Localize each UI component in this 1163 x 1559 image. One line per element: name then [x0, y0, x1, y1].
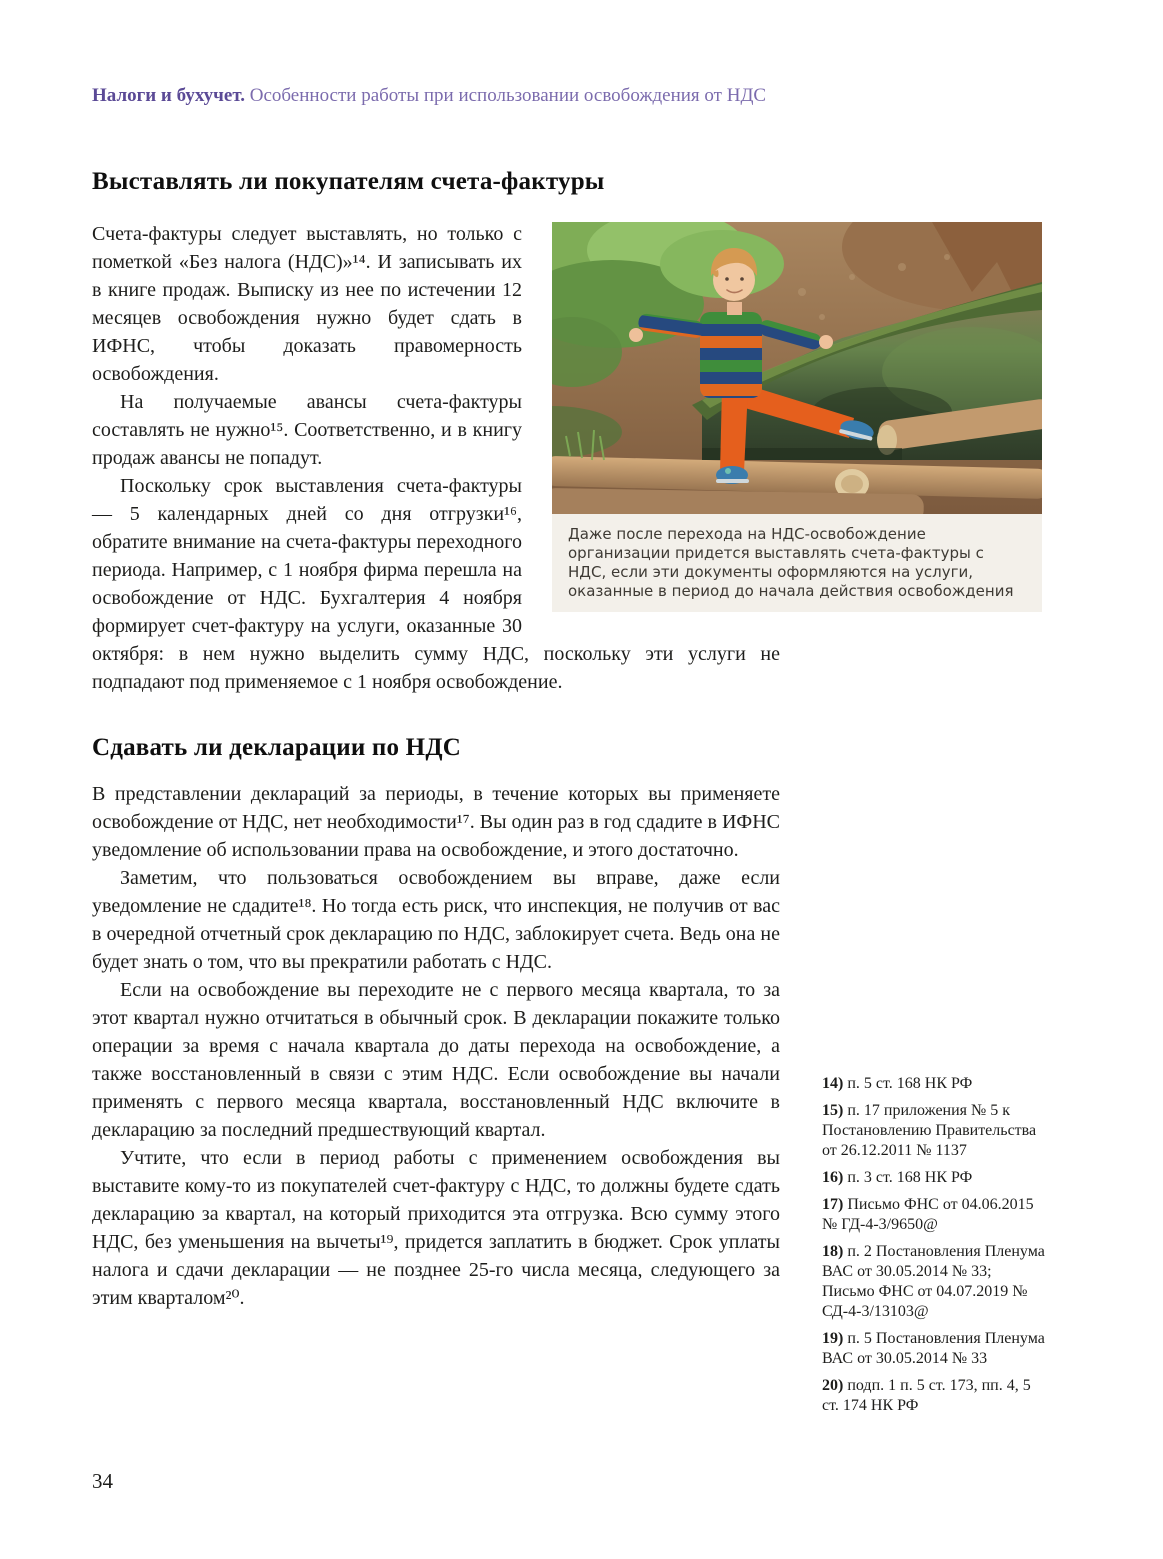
body-paragraph: На получаемые авансы счета-фактуры составлять не нужно¹⁵. Соответственно, и в книгу продаж авансы не попадут. [92, 391, 522, 469]
body-paragraph: В представлении деклараций за периоды, в течение которых вы применяете освобождение от НДС, нет необходимости¹⁷. Вы один раз в год сдадите в ИФНС уведомление об использовании права на освобождение, и этого достаточно. [92, 783, 780, 861]
footnote-text: п. 5 Постановления Пленума ВАС от 30.05.2014 № 33 [822, 1330, 1045, 1367]
footnotes [822, 1074, 1047, 1423]
body-paragraph: Счета-фактуры следует выставлять, но только с пометкой «Без налога (НДС)»¹⁴. И записывать их в книге продаж. Выписку из нее по истечении 12 месяцев освобождения нужно будет сдать в ИФНС, чтобы доказать правомерность освобождения. [92, 223, 522, 385]
footnote-text: п. 17 приложения № 5 к Постановлению Правительства от 26.12.2011 № 1137 [822, 1102, 1037, 1159]
section2-body [92, 780, 780, 1312]
photo-figure [552, 222, 1042, 612]
footnote-text: п. 2 Постановления Пленума ВАС от 30.05.2014 № 33; Письмо ФНС от 04.07.2019 № СД-4-3/13103@ [822, 1243, 1045, 1320]
section2-title: Сдавать ли декларации по НДС [92, 734, 461, 761]
photo-boy-crossing-stream [552, 222, 1042, 514]
footnote-item [822, 1242, 1047, 1322]
footnote-number: 20) [822, 1377, 848, 1394]
footnote-text: п. 3 ст. 168 НК РФ [847, 1169, 973, 1186]
footnote-item [822, 1195, 1047, 1235]
footnote-item [822, 1074, 1047, 1094]
section1-title: Выставлять ли покупателям счета-фактуры [92, 168, 605, 195]
page-number: 34 [92, 1469, 113, 1493]
section1-body [92, 220, 1014, 696]
header-subtitle: Особенности работы при использовании освобождения от НДС [244, 85, 767, 106]
footnote-item [822, 1168, 1047, 1188]
body-paragraph: Учтите, что если в период работы с применением освобождения вы выставите кому-то из покупателей счет-фактуру с НДС, то должны будете сдать декларацию за квартал, на который приходится эта отгрузка. Всю сумму этого НДС, без уменьшения на вычеты¹⁹, придется заплатить в бюджет. Срок уплаты налога и сдачи декларации — не позднее 25-го числа месяца, следующего за этим кварталом²⁰. [92, 1147, 780, 1309]
photo-caption: Даже после перехода на НДС-освобождение организации придется выставлять счета-фактуры с НДС, если эти документы оформляются на услуги, оказанные в период до начала действия освобождения [552, 514, 1042, 612]
body-paragraph: Поскольку срок выставления счета-фактуры — 5 календарных дней со дня отгрузки¹⁶, обратите внимание на счета-фактуры переходного периода. Например, с 1 ноября фирма перешла на освобождение от НДС. Бухгалтерия 4 ноября формирует счет-фактуру на услуги, оказанные 30 октября: в нем нужно выделить сумму НДС, поскольку эти услуги не подпадают под применяемое с 1 ноября освобождение. [92, 475, 780, 693]
body-paragraph: Заметим, что пользоваться освобождением вы вправе, даже если уведомление не сдадите¹⁸. Но тогда есть риск, что инспекция, не получив от вас в очередной отчетный срок декларацию по НДС, заблокирует счета. Ведь она не будет знать о том, что вы прекратили работать с НДС. [92, 867, 780, 973]
footnote-number: 18) [822, 1243, 848, 1260]
footnote-number: 14) [822, 1075, 848, 1092]
footnote-number: 16) [822, 1169, 848, 1186]
footnote-item [822, 1101, 1047, 1161]
footnote-item [822, 1376, 1047, 1416]
footnote-number: 19) [822, 1330, 848, 1347]
brand-label: Налоги и бухучет. [92, 85, 245, 106]
footnote-number: 17) [822, 1196, 848, 1213]
page-header [92, 84, 1042, 108]
footnote-text: подп. 1 п. 5 ст. 173, пп. 4, 5 ст. 174 НК РФ [822, 1377, 1031, 1414]
footnote-text: Письмо ФНС от 04.06.2015 № ГД-4-3/9650@ [822, 1196, 1034, 1233]
footnote-text: п. 5 ст. 168 НК РФ [847, 1075, 973, 1092]
footnote-number: 15) [822, 1102, 848, 1119]
footnote-item [822, 1329, 1047, 1369]
body-paragraph: Если на освобождение вы переходите не с первого месяца квартала, то за этот квартал нужно отчитаться в обычный срок. В декларации покажите только операции за время с начала квартала до даты перехода на освобождение, а также восстановленный в связи с этим НДС. Если освобождение вы начали применять с первого месяца квартала, восстановленный НДС включите в декларацию за последний предшествующий квартал. [92, 979, 780, 1141]
